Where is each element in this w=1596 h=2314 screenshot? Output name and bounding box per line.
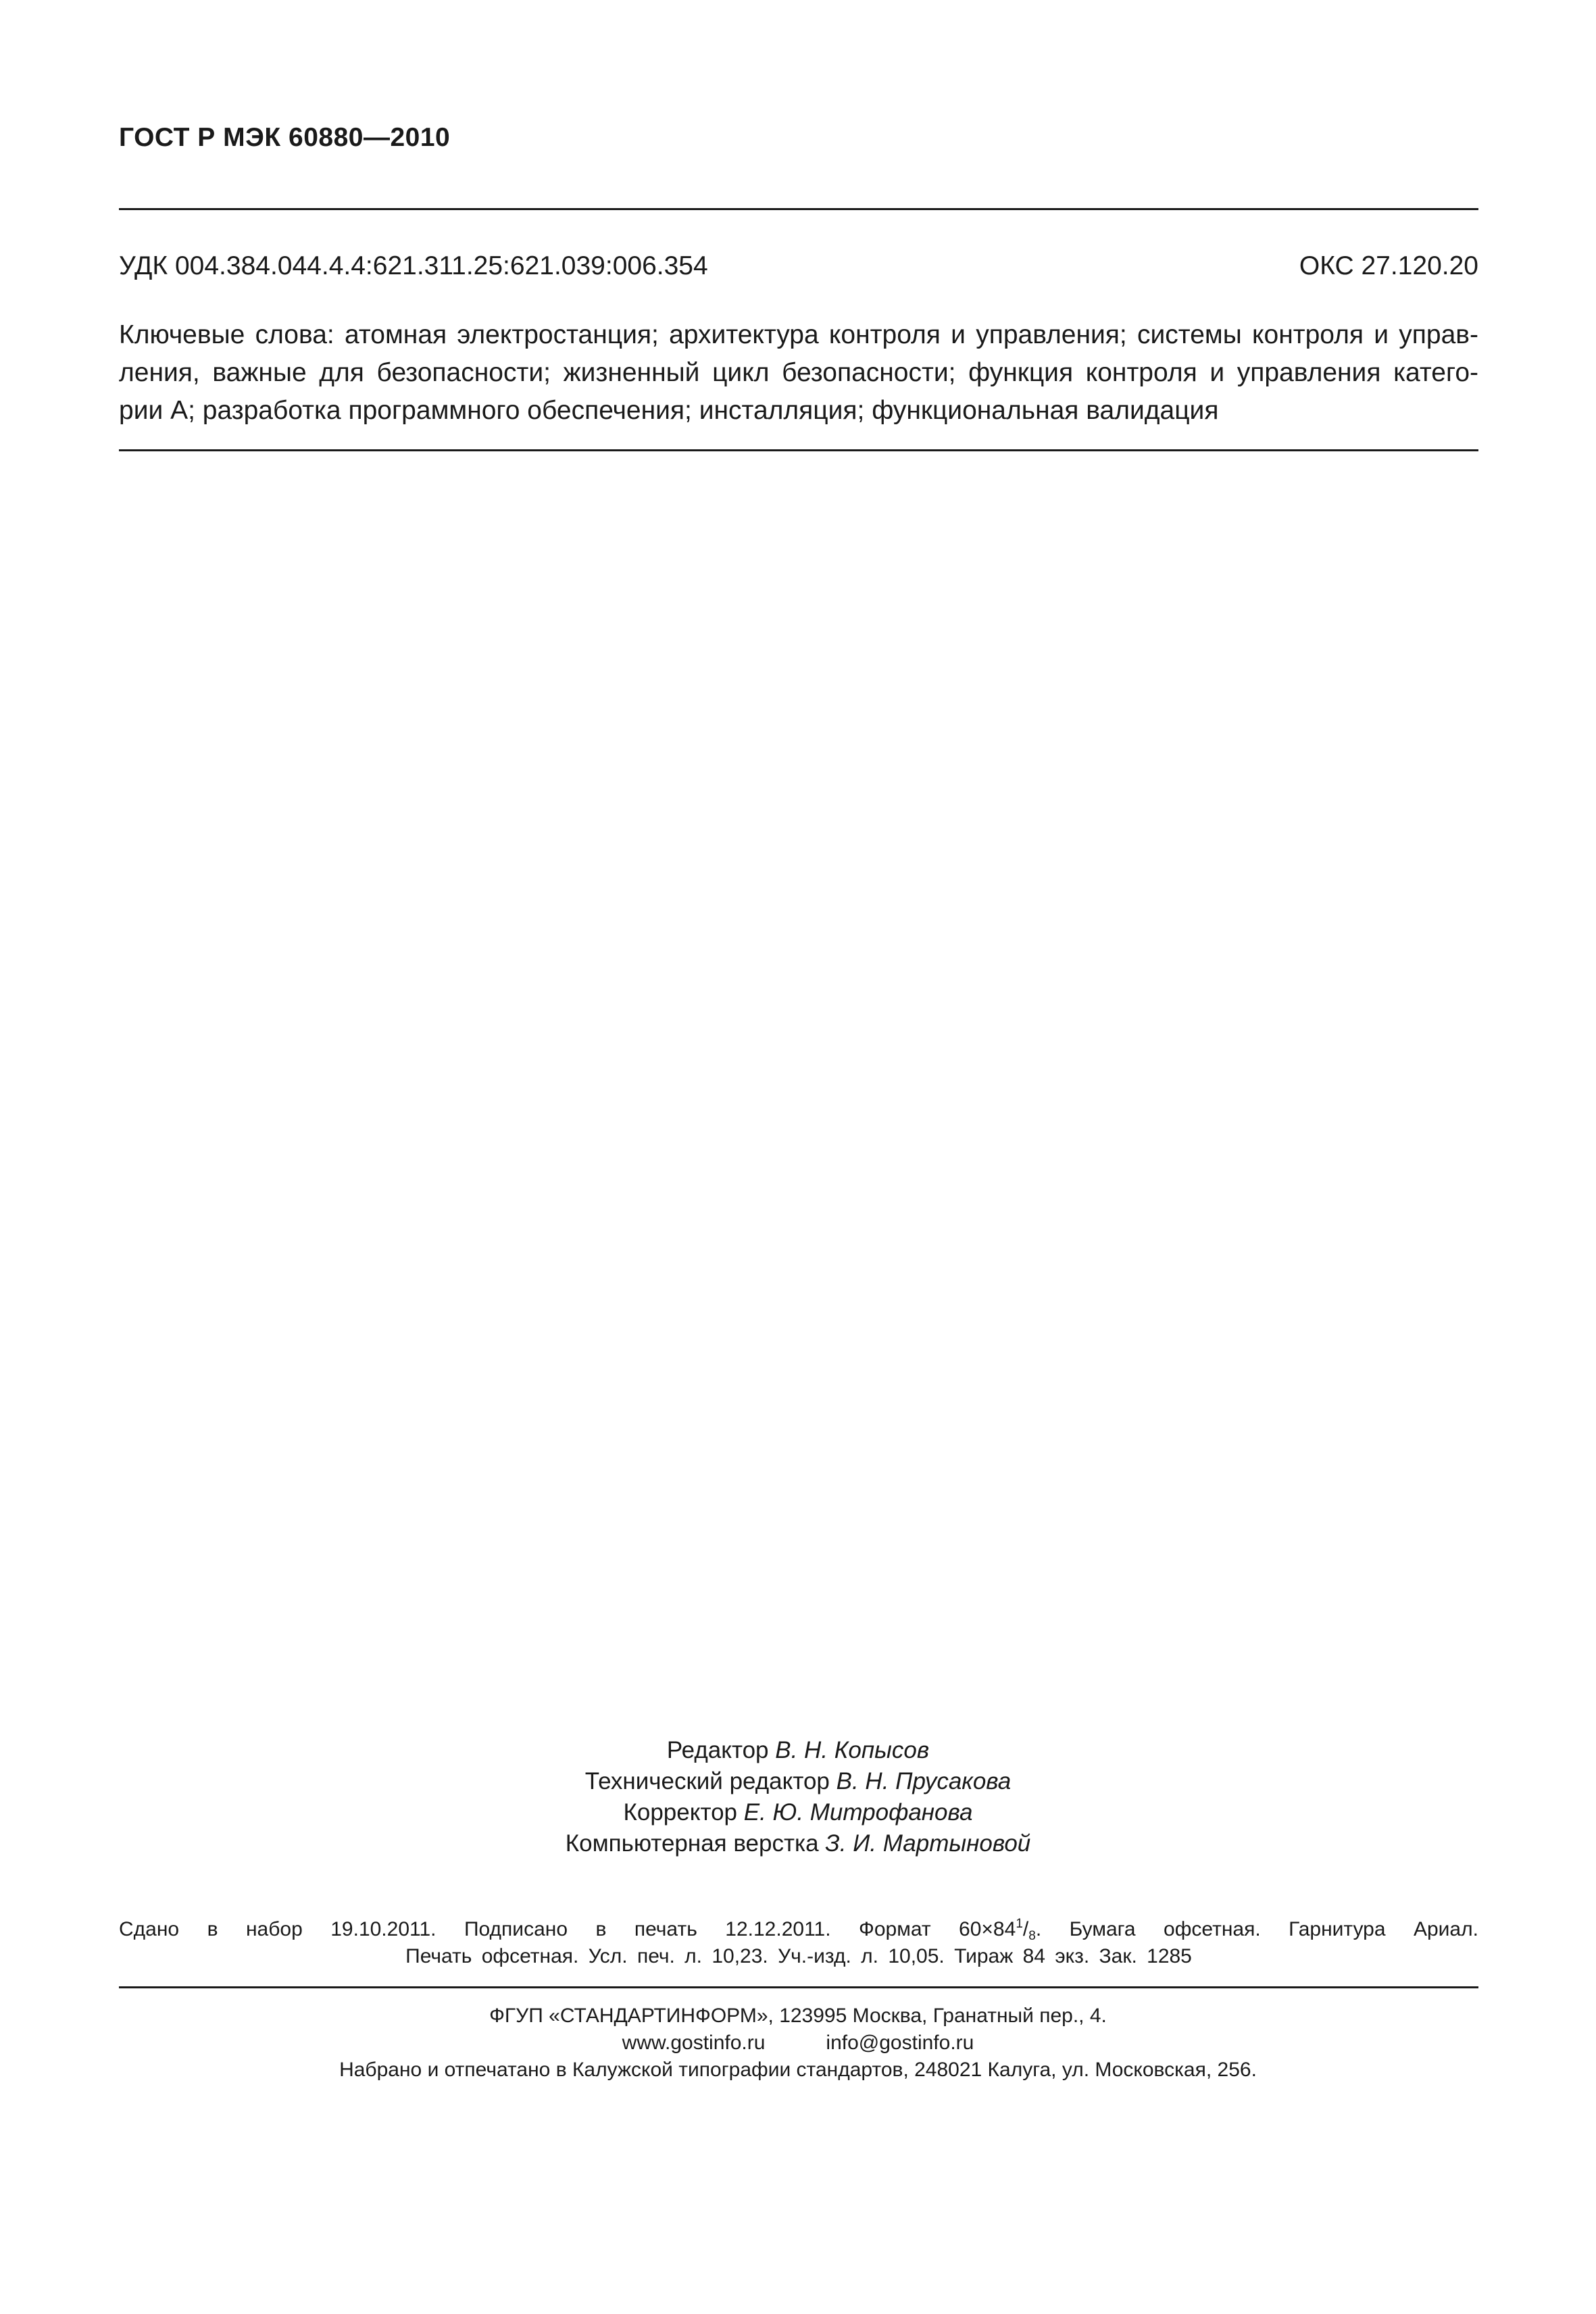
divider-keywords [119,449,1478,451]
keywords-block [119,316,1478,430]
credit-label: Технический редактор [584,1768,830,1794]
keywords-line: Ключевые слова: атомная электростанция; архитектура контроля и управления; системы контроля и управ- [119,320,1478,349]
publisher-block [0,2003,1596,2084]
keywords-line: рии А; разработка программного обеспечения; инсталляция; функциональная валидация [119,396,1219,425]
imprint-signed: Подписано в печать 12.12.2011. [464,1918,831,1940]
credit-proofreader [0,1797,1596,1828]
keywords-line: ления, важные для безопасности; жизненный цикл безопасности; функция контроля и управления катего- [119,358,1478,387]
publisher-website-link[interactable]: www.gostinfo.ru [622,2032,766,2054]
imprint-run: Тираж 84 экз. [954,1945,1090,1967]
credits-block [0,1735,1596,1859]
oks-code: ОКС 27.120.20 [1299,251,1478,280]
divider-top [119,208,1478,210]
credit-label: Редактор [666,1737,769,1763]
publisher-contacts [0,2030,1596,2057]
imprint-block [119,1916,1478,1970]
imprint-order: Зак. 1285 [1099,1945,1192,1967]
credit-name: В. Н. Копысов [775,1737,930,1763]
credit-name: З. И. Мартыновой [825,1830,1031,1857]
imprint-line [119,1916,1478,1943]
credit-layout [0,1828,1596,1859]
imprint-paper: Бумага офсетная. [1069,1918,1261,1940]
credit-name: В. Н. Прусакова [836,1768,1012,1794]
imprint-line [119,1943,1478,1970]
classification-row [119,251,1478,281]
divider-imprint [119,1986,1478,1988]
imprint-pub-sheets: Уч.-изд. л. 10,05. [778,1945,945,1967]
credit-tech-editor [0,1766,1596,1797]
publisher-email-link[interactable]: info@gostinfo.ru [826,2032,974,2054]
credit-label: Корректор [623,1799,738,1826]
credit-editor [0,1735,1596,1766]
imprint-submitted: Сдано в набор 19.10.2011. [119,1918,437,1940]
credit-name: Е. Ю. Митрофанова [743,1799,973,1826]
publisher-address: ФГУП «СТАНДАРТИНФОРМ», 123995 Москва, Гранатный пер., 4. [489,2005,1107,2027]
credit-label: Компьютерная верстка [565,1830,819,1857]
document-code: ГОСТ Р МЭК 60880—2010 [119,123,451,152]
imprint-print: Печать офсетная. [405,1945,579,1967]
imprint-typeface: Гарнитура Ариал. [1289,1918,1478,1940]
imprint-format: Формат $60\times 84^1/_8$. [859,1917,1042,1943]
udk-code: УДК 004.384.044.4.4:621.311.25:621.039:006.354 [119,251,708,280]
publisher-printer: Набрано и отпечатано в Калужской типографии стандартов, 248021 Калуга, ул. Московская, 256. [339,2059,1257,2081]
imprint-print-sheets: Усл. печ. л. 10,23. [588,1945,768,1967]
